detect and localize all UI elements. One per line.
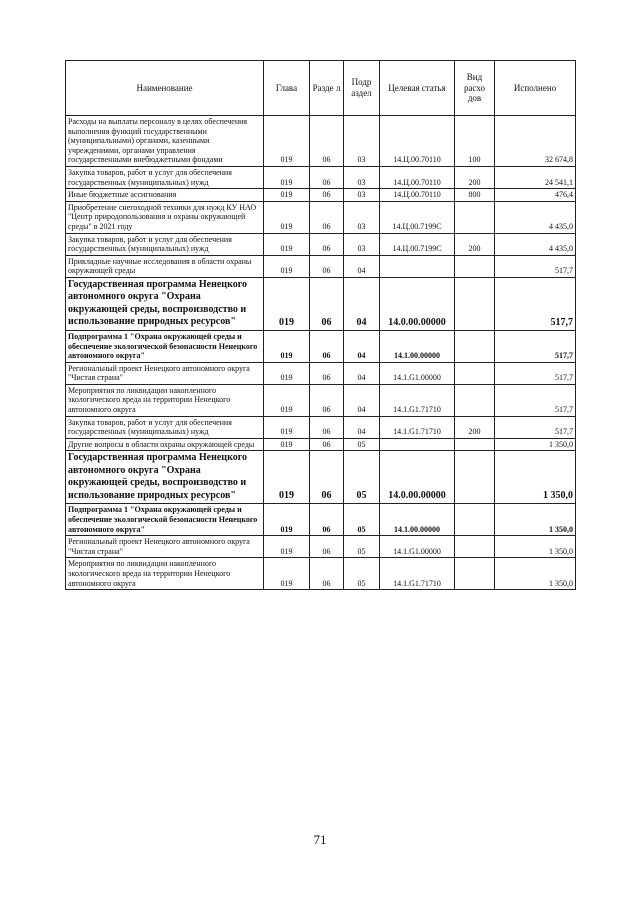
table-row [66, 451, 576, 504]
cell-target: 14.Ц.00.70110 [380, 166, 455, 188]
cell-chapter: 019 [264, 558, 310, 590]
cell-chapter: 019 [264, 166, 310, 188]
cell-amount: 32 674,8 [495, 116, 576, 167]
cell-amount: 1 350,0 [495, 536, 576, 558]
budget-table [65, 60, 576, 590]
cell-expense [455, 558, 495, 590]
cell-section: 06 [310, 166, 344, 188]
cell-amount: 517,7 [495, 277, 576, 330]
cell-amount: 4 435,0 [495, 201, 576, 233]
cell-amount: 4 435,0 [495, 233, 576, 255]
cell-subsection: 04 [344, 330, 380, 362]
header-section: Разде л [310, 61, 344, 116]
cell-name: Государственная программа Ненецкого автономного округа "Охрана окружающей среды, воспроизводство и использование природных ресурсов" [66, 451, 264, 504]
table-row [66, 330, 576, 362]
cell-chapter: 019 [264, 362, 310, 384]
cell-name: Иные бюджетные ассигнования [66, 189, 264, 202]
cell-subsection: 04 [344, 255, 380, 277]
cell-amount: 1 350,0 [495, 504, 576, 536]
header-name: Наименование [66, 61, 264, 116]
table-row [66, 233, 576, 255]
cell-section: 06 [310, 451, 344, 504]
cell-amount: 1 350,0 [495, 451, 576, 504]
table-row [66, 384, 576, 416]
cell-subsection: 05 [344, 536, 380, 558]
cell-expense: 800 [455, 189, 495, 202]
cell-target: 14.1.00.00000 [380, 504, 455, 536]
cell-name: Другие вопросы в области охраны окружающей среды [66, 438, 264, 451]
cell-target: 14.1.G1.71710 [380, 558, 455, 590]
cell-chapter: 019 [264, 277, 310, 330]
cell-amount: 517,7 [495, 384, 576, 416]
cell-section: 06 [310, 116, 344, 167]
table-row [66, 277, 576, 330]
cell-subsection: 03 [344, 233, 380, 255]
cell-subsection: 05 [344, 451, 380, 504]
cell-name: Закупка товаров, работ и услуг для обеспечения государственных (муниципальных) нужд [66, 416, 264, 438]
cell-expense [455, 438, 495, 451]
cell-section: 06 [310, 189, 344, 202]
cell-expense [455, 201, 495, 233]
cell-subsection: 03 [344, 201, 380, 233]
cell-chapter: 019 [264, 384, 310, 416]
page-number: 71 [313, 832, 327, 847]
table-row [66, 558, 576, 590]
cell-subsection: 03 [344, 189, 380, 202]
cell-subsection: 04 [344, 416, 380, 438]
cell-target: 14.1.G1.71710 [380, 416, 455, 438]
cell-amount: 1 350,0 [495, 558, 576, 590]
table-row [66, 189, 576, 202]
cell-amount: 517,7 [495, 330, 576, 362]
table-row [66, 201, 576, 233]
cell-chapter: 019 [264, 330, 310, 362]
cell-target: 14.1.G1.00000 [380, 536, 455, 558]
cell-amount: 517,7 [495, 362, 576, 384]
cell-subsection: 05 [344, 558, 380, 590]
cell-target: 14.1.00.00000 [380, 330, 455, 362]
cell-expense [455, 384, 495, 416]
cell-name: Прикладные научные исследования в области охраны окружающей среды [66, 255, 264, 277]
cell-target: 14.Ц.00.7199С [380, 233, 455, 255]
cell-name: Мероприятия по ликвидации накопленного экологического вреда на территории Ненецкого автономного округа [66, 384, 264, 416]
cell-target: 14.Ц.00.70110 [380, 116, 455, 167]
table-row [66, 255, 576, 277]
cell-chapter: 019 [264, 416, 310, 438]
header-subsection: Подр аздел [344, 61, 380, 116]
cell-target: 14.1.G1.71710 [380, 384, 455, 416]
cell-name: Подпрограмма 1 "Охрана окружающей среды и обеспечение экологической безопасности Ненецкого автономного округа" [66, 330, 264, 362]
cell-subsection: 05 [344, 504, 380, 536]
cell-amount: 24 541,1 [495, 166, 576, 188]
cell-subsection: 04 [344, 362, 380, 384]
table-row [66, 166, 576, 188]
cell-target: 14.0.00.00000 [380, 451, 455, 504]
cell-expense [455, 504, 495, 536]
cell-expense: 200 [455, 233, 495, 255]
cell-amount: 517,7 [495, 255, 576, 277]
cell-section: 06 [310, 201, 344, 233]
cell-name: Региональный проект Ненецкого автономного округа "Чистая страна" [66, 362, 264, 384]
cell-name: Закупка товаров, работ и услуг для обеспечения государственных (муниципальных) нужд [66, 166, 264, 188]
table-row [66, 536, 576, 558]
cell-expense: 200 [455, 416, 495, 438]
cell-section: 06 [310, 233, 344, 255]
cell-subsection: 05 [344, 438, 380, 451]
cell-target: 14.Ц.00.70110 [380, 189, 455, 202]
header-expense: Вид расхо дов [455, 61, 495, 116]
cell-chapter: 019 [264, 451, 310, 504]
table-header-row [66, 61, 576, 116]
cell-target: 14.Ц.00.7199С [380, 201, 455, 233]
cell-chapter: 019 [264, 536, 310, 558]
cell-target: 14.1.G1.00000 [380, 362, 455, 384]
cell-name: Расходы на выплаты персоналу в целях обеспечения выполнения функций государственными (муниципальными) органами, казенными учреждениями, органами управления государственными внебюджетными фондами [66, 116, 264, 167]
cell-target [380, 255, 455, 277]
cell-section: 06 [310, 362, 344, 384]
cell-section: 06 [310, 558, 344, 590]
cell-chapter: 019 [264, 233, 310, 255]
table-row [66, 504, 576, 536]
cell-section: 06 [310, 536, 344, 558]
cell-section: 06 [310, 416, 344, 438]
header-target: Целевая статья [380, 61, 455, 116]
cell-name: Мероприятия по ликвидации накопленного экологического вреда на территории Ненецкого автономного округа [66, 558, 264, 590]
cell-chapter: 019 [264, 255, 310, 277]
cell-section: 06 [310, 504, 344, 536]
header-amount: Исполнено [495, 61, 576, 116]
cell-expense [455, 362, 495, 384]
table-row [66, 362, 576, 384]
cell-expense: 100 [455, 116, 495, 167]
cell-subsection: 03 [344, 166, 380, 188]
table-row [66, 416, 576, 438]
header-chapter: Глава [264, 61, 310, 116]
cell-section: 06 [310, 255, 344, 277]
cell-chapter: 019 [264, 189, 310, 202]
cell-subsection: 03 [344, 116, 380, 167]
cell-section: 06 [310, 384, 344, 416]
cell-name: Региональный проект Ненецкого автономного округа "Чистая страна" [66, 536, 264, 558]
cell-expense [455, 277, 495, 330]
cell-expense [455, 536, 495, 558]
cell-subsection: 04 [344, 277, 380, 330]
cell-chapter: 019 [264, 438, 310, 451]
cell-chapter: 019 [264, 201, 310, 233]
cell-name: Государственная программа Ненецкого автономного округа "Охрана окружающей среды, воспроизводство и использование природных ресурсов" [66, 277, 264, 330]
table-row [66, 438, 576, 451]
table-row [66, 116, 576, 167]
cell-name: Закупка товаров, работ и услуг для обеспечения государственных (муниципальных) нужд [66, 233, 264, 255]
cell-expense [455, 330, 495, 362]
cell-name: Подпрограмма 1 "Охрана окружающей среды и обеспечение экологической безопасности Ненецкого автономного округа" [66, 504, 264, 536]
cell-chapter: 019 [264, 504, 310, 536]
cell-amount: 517,7 [495, 416, 576, 438]
cell-section: 06 [310, 438, 344, 451]
cell-target [380, 438, 455, 451]
cell-amount: 476,4 [495, 189, 576, 202]
cell-section: 06 [310, 330, 344, 362]
cell-subsection: 04 [344, 384, 380, 416]
cell-target: 14.0.00.00000 [380, 277, 455, 330]
cell-name: Приобретение снегоходной техники для нужд КУ НАО "Центр природопользования и охраны окружающей среды" в 2021 году [66, 201, 264, 233]
cell-expense: 200 [455, 166, 495, 188]
cell-section: 06 [310, 277, 344, 330]
cell-expense [455, 255, 495, 277]
table-body [66, 116, 576, 590]
cell-expense [455, 451, 495, 504]
cell-amount: 1 350,0 [495, 438, 576, 451]
cell-chapter: 019 [264, 116, 310, 167]
